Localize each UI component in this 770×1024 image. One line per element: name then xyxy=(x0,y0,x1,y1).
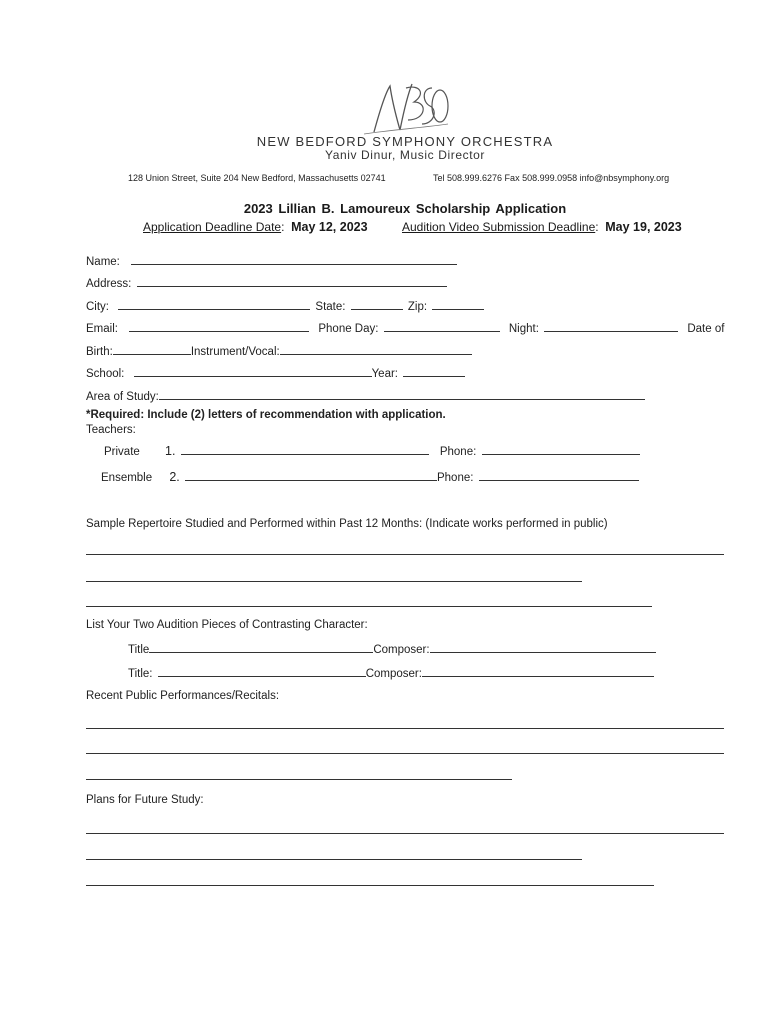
piece-2-title-field[interactable] xyxy=(158,665,366,677)
nbso-logo xyxy=(360,80,450,138)
form-title: 2023 Lillian B. Lamoureux Scholarship Application xyxy=(243,201,567,216)
performances-heading: Recent Public Performances/Recitals: xyxy=(86,690,280,702)
date-of-label: Date of xyxy=(687,323,725,335)
ensemble-label: Ensemble xyxy=(101,472,153,484)
piece-1-title-label: Title xyxy=(128,644,150,656)
ensemble-phone-field[interactable] xyxy=(479,469,639,481)
piece-2-composer-label: Composer: xyxy=(365,668,422,680)
birth-row xyxy=(86,343,472,358)
email-row xyxy=(86,320,724,335)
required-note: *Required: Include (2) letters of recommendation with application. xyxy=(86,409,446,421)
area-of-study-label: Area of Study: xyxy=(86,391,159,403)
area-of-study-row xyxy=(86,388,645,403)
birth-field[interactable] xyxy=(113,343,191,355)
repertoire-heading: Sample Repertoire Studied and Performed within Past 12 Months: (Indicate works performed in public) xyxy=(86,518,608,530)
piece-1-composer-field[interactable] xyxy=(430,641,656,653)
name-label: Name: xyxy=(86,256,120,268)
city-label: City: xyxy=(86,301,109,313)
application-deadline-date: May 12, 2023 xyxy=(291,220,368,234)
night-label: Night: xyxy=(508,323,539,335)
name-row xyxy=(86,253,459,268)
school-field[interactable] xyxy=(134,365,372,377)
birth-label: Birth: xyxy=(86,346,113,358)
ensemble-teacher-field[interactable] xyxy=(185,469,437,481)
future-study-line-3[interactable] xyxy=(86,885,654,886)
instrument-label: Instrument/Vocal: xyxy=(190,346,280,358)
music-director: Yaniv Dinur, Music Director xyxy=(324,148,486,162)
future-study-line-1[interactable] xyxy=(86,833,724,834)
state-field[interactable] xyxy=(351,298,403,310)
piece-1-title-field[interactable] xyxy=(149,641,373,653)
state-label: State: xyxy=(315,301,346,313)
repertoire-line-1[interactable] xyxy=(86,554,724,555)
address-row xyxy=(86,275,449,290)
email-field[interactable] xyxy=(129,320,309,332)
school-label: School: xyxy=(86,368,125,380)
year-label: Year: xyxy=(371,368,398,380)
night-field[interactable] xyxy=(544,320,678,332)
address-field[interactable] xyxy=(137,275,447,287)
private-number: 1. xyxy=(165,444,176,458)
zip-label: Zip: xyxy=(407,301,428,313)
year-field[interactable] xyxy=(403,365,465,377)
instrument-field[interactable] xyxy=(280,343,472,355)
name-field[interactable] xyxy=(131,253,457,265)
zip-field[interactable] xyxy=(432,298,484,310)
private-label: Private xyxy=(104,446,140,458)
email-label: Email: xyxy=(86,323,118,335)
ensemble-phone-label: Phone: xyxy=(436,472,474,484)
application-deadline: Application Deadline Date: May 12, 2023 xyxy=(143,220,368,234)
private-phone-label: Phone: xyxy=(439,446,477,458)
private-teacher-row xyxy=(104,443,642,458)
org-address: 128 Union Street, Suite 204 New Bedford, Massachusetts 02741 xyxy=(128,173,386,183)
repertoire-line-3[interactable] xyxy=(86,606,652,607)
video-deadline: Audition Video Submission Deadline: May 19, 2023 xyxy=(402,220,682,234)
city-row xyxy=(86,298,486,313)
piece-1-composer-label: Composer: xyxy=(373,644,430,656)
piece-2-title-label: Title: xyxy=(128,668,153,680)
audition-pieces-heading: List Your Two Audition Pieces of Contrasting Character: xyxy=(86,619,368,631)
private-teacher-field[interactable] xyxy=(181,443,429,455)
application-deadline-label: Application Deadline Date xyxy=(143,220,282,234)
phone-day-label: Phone Day: xyxy=(318,323,379,335)
future-study-line-2[interactable] xyxy=(86,859,582,860)
ensemble-teacher-row xyxy=(101,469,641,484)
performances-line-3[interactable] xyxy=(86,779,512,780)
piece-1-row xyxy=(128,641,656,656)
piece-2-composer-field[interactable] xyxy=(422,665,654,677)
area-of-study-field[interactable] xyxy=(159,388,645,400)
ensemble-number: 2. xyxy=(169,470,180,484)
org-name: NEW BEDFORD SYMPHONY ORCHESTRA xyxy=(256,134,554,149)
performances-line-1[interactable] xyxy=(86,728,724,729)
future-study-heading: Plans for Future Study: xyxy=(86,794,204,806)
performances-line-2[interactable] xyxy=(86,753,724,754)
phone-day-field[interactable] xyxy=(384,320,500,332)
address-label: Address: xyxy=(86,278,132,290)
repertoire-line-2[interactable] xyxy=(86,581,582,582)
city-field[interactable] xyxy=(118,298,310,310)
private-phone-field[interactable] xyxy=(482,443,640,455)
org-contact: Tel 508.999.6276 Fax 508.999.0958 info@nbsymphony.org xyxy=(433,173,670,183)
video-deadline-label: Audition Video Submission Deadline xyxy=(402,220,596,234)
piece-2-row xyxy=(128,665,654,680)
video-deadline-date: May 19, 2023 xyxy=(605,220,682,234)
teachers-heading: Teachers: xyxy=(86,424,136,436)
school-row xyxy=(86,365,467,380)
